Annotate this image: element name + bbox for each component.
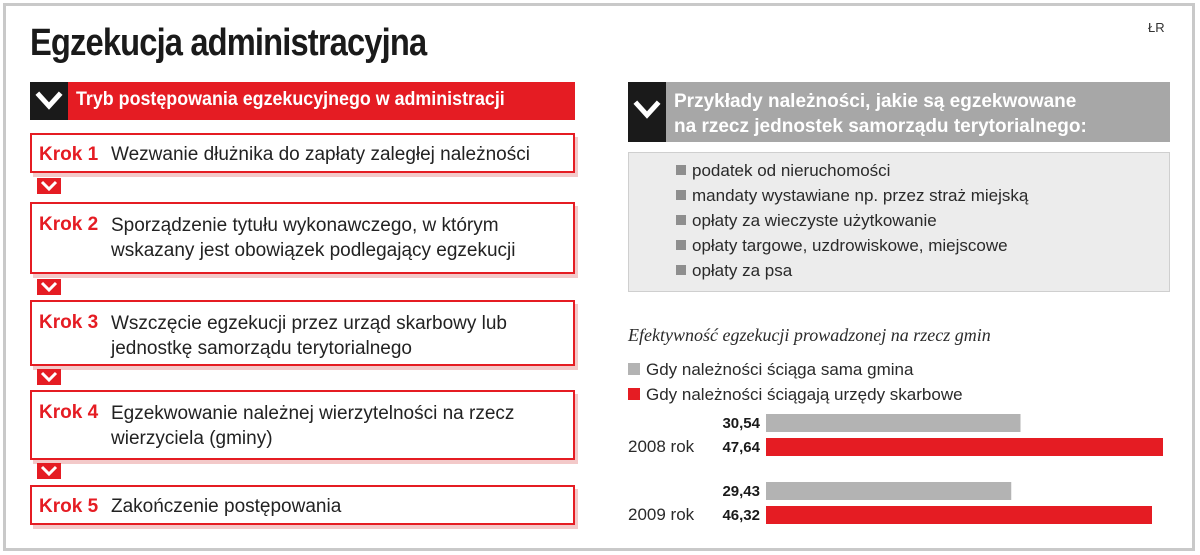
legend-swatch xyxy=(628,363,640,375)
step-text: wskazany jest obowiązek podlegający egzekucji xyxy=(111,240,516,261)
list-item: mandaty wystawiane np. przez straż miejską xyxy=(676,186,1028,206)
bar-2009-rok-series-2 xyxy=(766,506,1152,524)
page-title: Egzekucja administracyjna xyxy=(30,22,427,64)
left-section-title: Tryb postępowania egzekucyjnego w administracji xyxy=(76,89,505,110)
step-5 xyxy=(30,485,575,525)
list-item: opłaty za psa xyxy=(676,261,792,281)
bar-chart xyxy=(600,400,1180,540)
legend-item-gmina: Gdy należności ściąga sama gmina xyxy=(628,360,913,380)
chevron-down-icon xyxy=(37,178,61,194)
step-text: wierzyciela (gminy) xyxy=(111,428,273,449)
data-label: 47,64 xyxy=(722,439,760,456)
step-2 xyxy=(30,202,575,274)
step-number: Krok 5 xyxy=(39,496,99,517)
chart-title: Efektywność egzekucji prowadzonej na rzecz gmin xyxy=(628,325,991,345)
chevron-down-icon xyxy=(37,369,61,385)
data-label: 46,32 xyxy=(722,507,760,524)
step-number: Krok 2 xyxy=(39,214,99,235)
chevron-down-icon xyxy=(37,463,61,479)
category-label: 2009 rok xyxy=(628,505,695,524)
step-number: Krok 4 xyxy=(39,402,99,423)
step-text: Zakończenie postępowania xyxy=(111,496,342,517)
bar-2009-rok-series-1 xyxy=(766,482,1011,500)
list-item: opłaty targowe, uzdrowiskowe, miejscowe xyxy=(676,236,1008,256)
step-text: Wezwanie dłużnika do zapłaty zaległej należności xyxy=(111,144,530,165)
step-text: jednostkę samorządu terytorialnego xyxy=(111,338,413,359)
chevron-down-icon xyxy=(37,279,61,295)
step-4 xyxy=(30,390,575,460)
list-item: opłaty za wieczyste użytkowanie xyxy=(676,211,937,231)
author-credit: ŁR xyxy=(1148,20,1165,35)
step-text: Wszczęcie egzekucji przez urząd skarbowy lub xyxy=(111,313,507,334)
right-section-title-line2: na rzecz jednostek samorządu terytorialnego: xyxy=(674,116,1087,137)
bullet-icon xyxy=(676,265,686,275)
legend-swatch xyxy=(628,388,640,400)
data-label: 29,43 xyxy=(722,483,760,500)
chevron-down-icon xyxy=(628,82,666,142)
bullet-icon xyxy=(676,190,686,200)
step-text: Egzekwowanie należnej wierzytelności na rzecz xyxy=(111,403,515,424)
bar-2008-rok-series-1 xyxy=(766,414,1021,432)
category-label: 2008 rok xyxy=(628,437,695,456)
right-section-title-line1: Przykłady należności, jakie są egzekwowane xyxy=(674,91,1077,112)
chevron-down-icon xyxy=(30,82,68,120)
bar-2008-rok-series-2 xyxy=(766,438,1163,456)
list-item: podatek od nieruchomości xyxy=(676,161,890,181)
legend-item-urzedy: Gdy należności ściągają urzędy skarbowe xyxy=(628,385,963,405)
step-1 xyxy=(30,133,575,173)
bullet-icon xyxy=(676,165,686,175)
step-number: Krok 1 xyxy=(39,144,99,165)
data-label: 30,54 xyxy=(722,415,760,432)
bullet-icon xyxy=(676,240,686,250)
step-number: Krok 3 xyxy=(39,312,99,333)
step-3 xyxy=(30,300,575,366)
bullet-icon xyxy=(676,215,686,225)
step-text: Sporządzenie tytułu wykonawczego, w którym xyxy=(111,215,499,236)
